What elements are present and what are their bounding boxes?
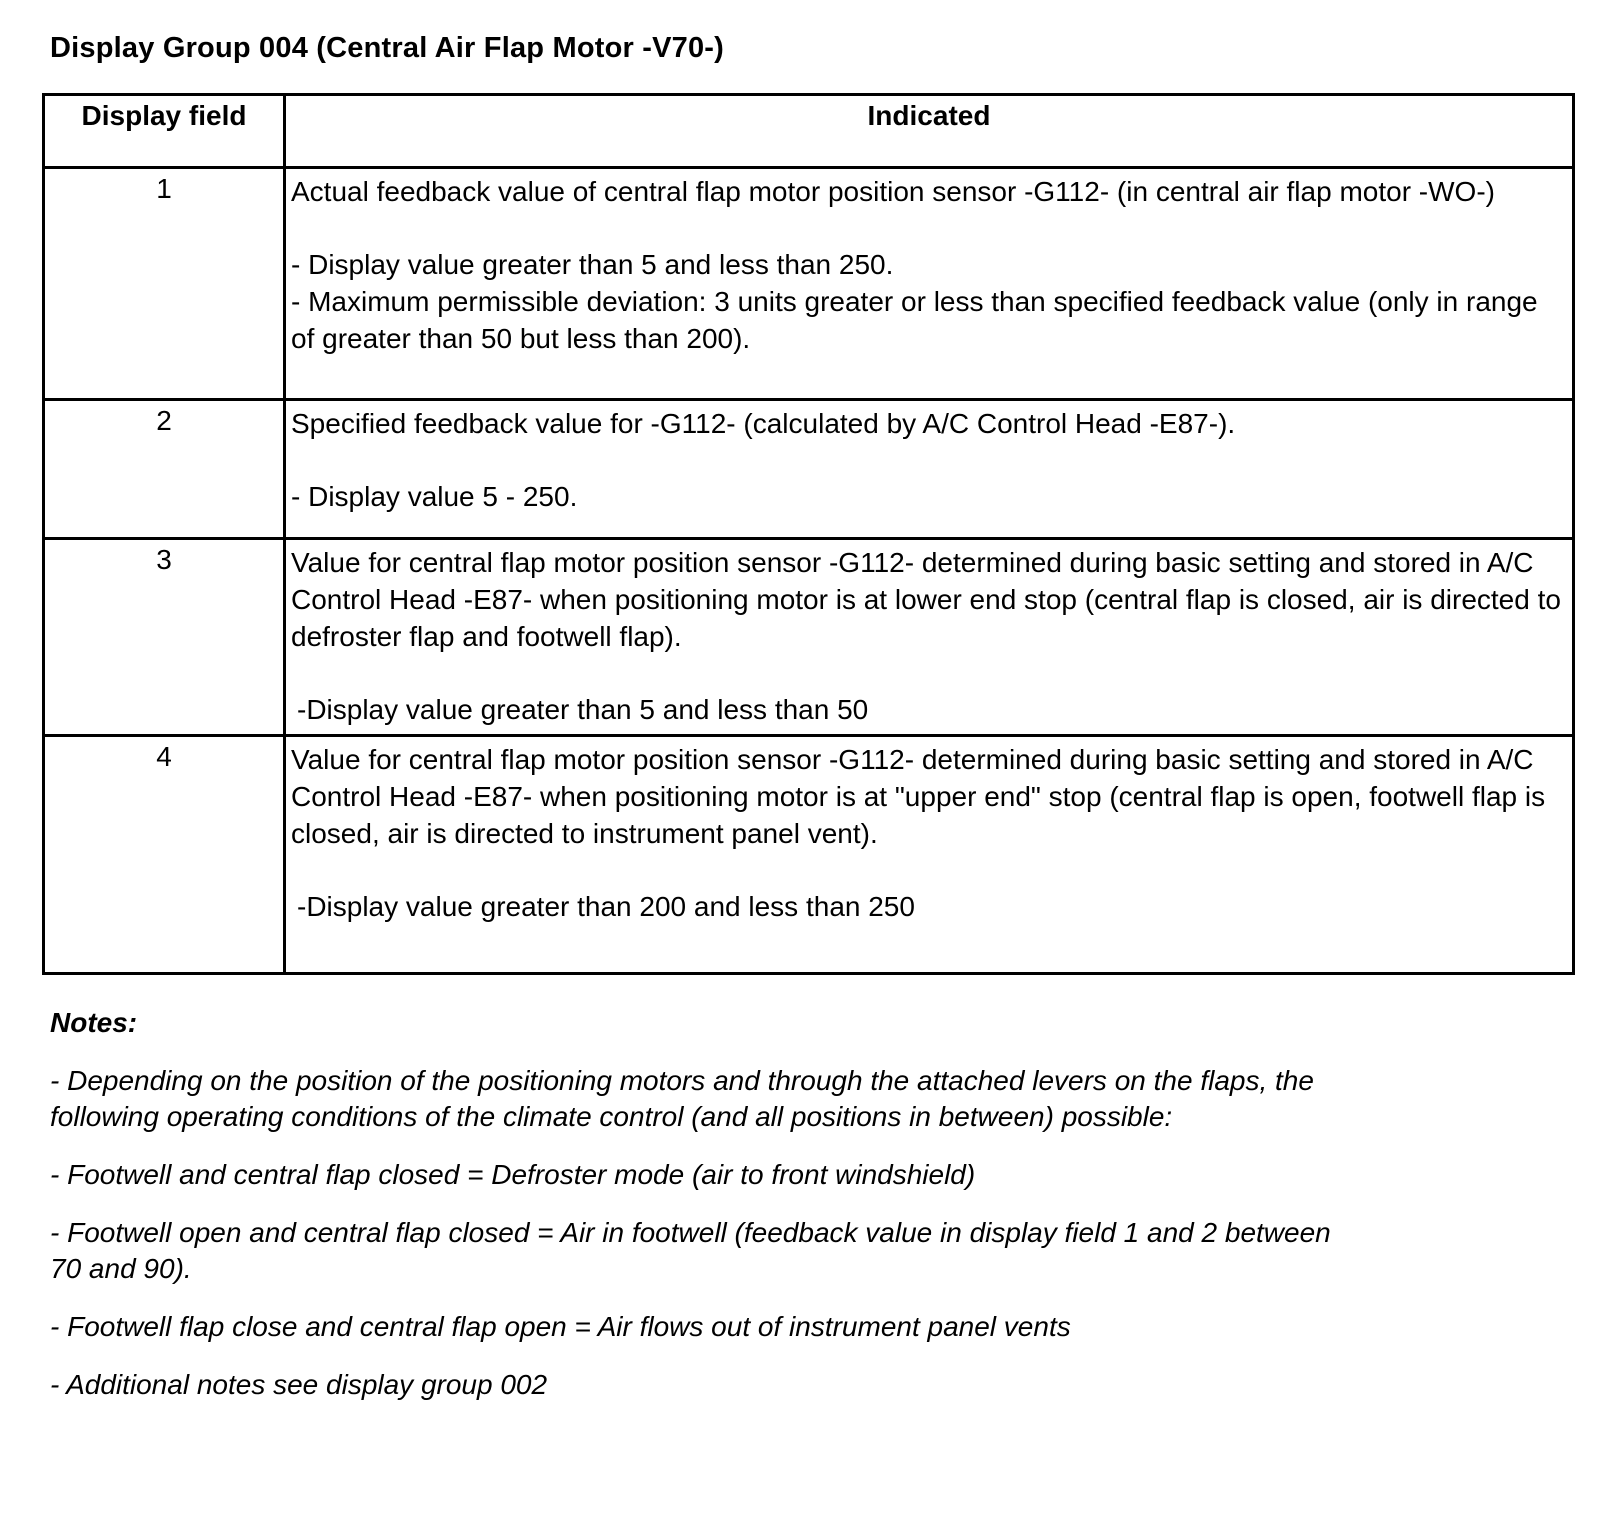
display-field-number: 1	[44, 168, 285, 400]
notes-heading: Notes:	[50, 1007, 138, 1038]
column-header-display-field: Display field	[44, 95, 285, 168]
indicated-description: Specified feedback value for -G112- (calculated by A/C Control Head -E87-).	[291, 408, 1236, 439]
note-item: - Footwell open and central flap closed = Air in footwell (feedback value in display field 1 and 2 between 70 and 90).	[50, 1217, 1331, 1284]
indicated-cell	[285, 168, 1574, 400]
indicated-cell	[285, 539, 1574, 736]
note-item: - Footwell flap close and central flap open = Air flows out of instrument panel vents	[50, 1311, 1071, 1342]
indicated-spec: -Display value greater than 5 and less than 50	[297, 694, 869, 725]
indicated-cell	[285, 736, 1574, 974]
indicated-cell	[285, 400, 1574, 539]
indicated-spec: -Display value greater than 200 and less than 250	[297, 891, 915, 922]
indicated-description: Actual feedback value of central flap motor position sensor -G112- (in central air flap motor -WO-)	[291, 176, 1495, 207]
page-title: Display Group 004 (Central Air Flap Motor -V70-)	[50, 32, 725, 64]
display-field-number: 4	[44, 736, 285, 974]
display-field-table	[42, 93, 1575, 975]
note-item: - Additional notes see display group 002	[50, 1369, 548, 1400]
indicated-description: Value for central flap motor position sensor -G112- determined during basic setting and stored in A/C Control Head -E87- when positioning motor is at "upper end" stop (central flap is open, footwell flap is closed, air is directed to instrument panel vent).	[291, 744, 1546, 849]
indicated-spec: - Maximum permissible deviation: 3 units greater or less than specified feedback value (only in range of greater than 50 but less than 200).	[291, 286, 1538, 354]
notes-section	[50, 1005, 1350, 1425]
table-header-row	[44, 95, 1574, 168]
indicated-spec: - Display value 5 - 250.	[291, 481, 578, 512]
note-item: - Footwell and central flap closed = Defroster mode (air to front windshield)	[50, 1159, 976, 1190]
display-field-number: 2	[44, 400, 285, 539]
column-header-indicated: Indicated	[285, 95, 1574, 168]
indicated-spec: - Display value greater than 5 and less than 250.	[291, 249, 894, 280]
indicated-description: Value for central flap motor position sensor -G112- determined during basic setting and stored in A/C Control Head -E87- when positioning motor is at lower end stop (central flap is closed, air is directed to defroster flap and footwell flap).	[291, 547, 1561, 652]
table-row	[44, 400, 1574, 539]
table-row	[44, 736, 1574, 974]
table-row	[44, 539, 1574, 736]
display-field-number: 3	[44, 539, 285, 736]
note-item: - Depending on the position of the positioning motors and through the attached levers on the flaps, the following operating conditions of the climate control (and all positions in between) possible:	[50, 1065, 1314, 1132]
table-row	[44, 168, 1574, 400]
